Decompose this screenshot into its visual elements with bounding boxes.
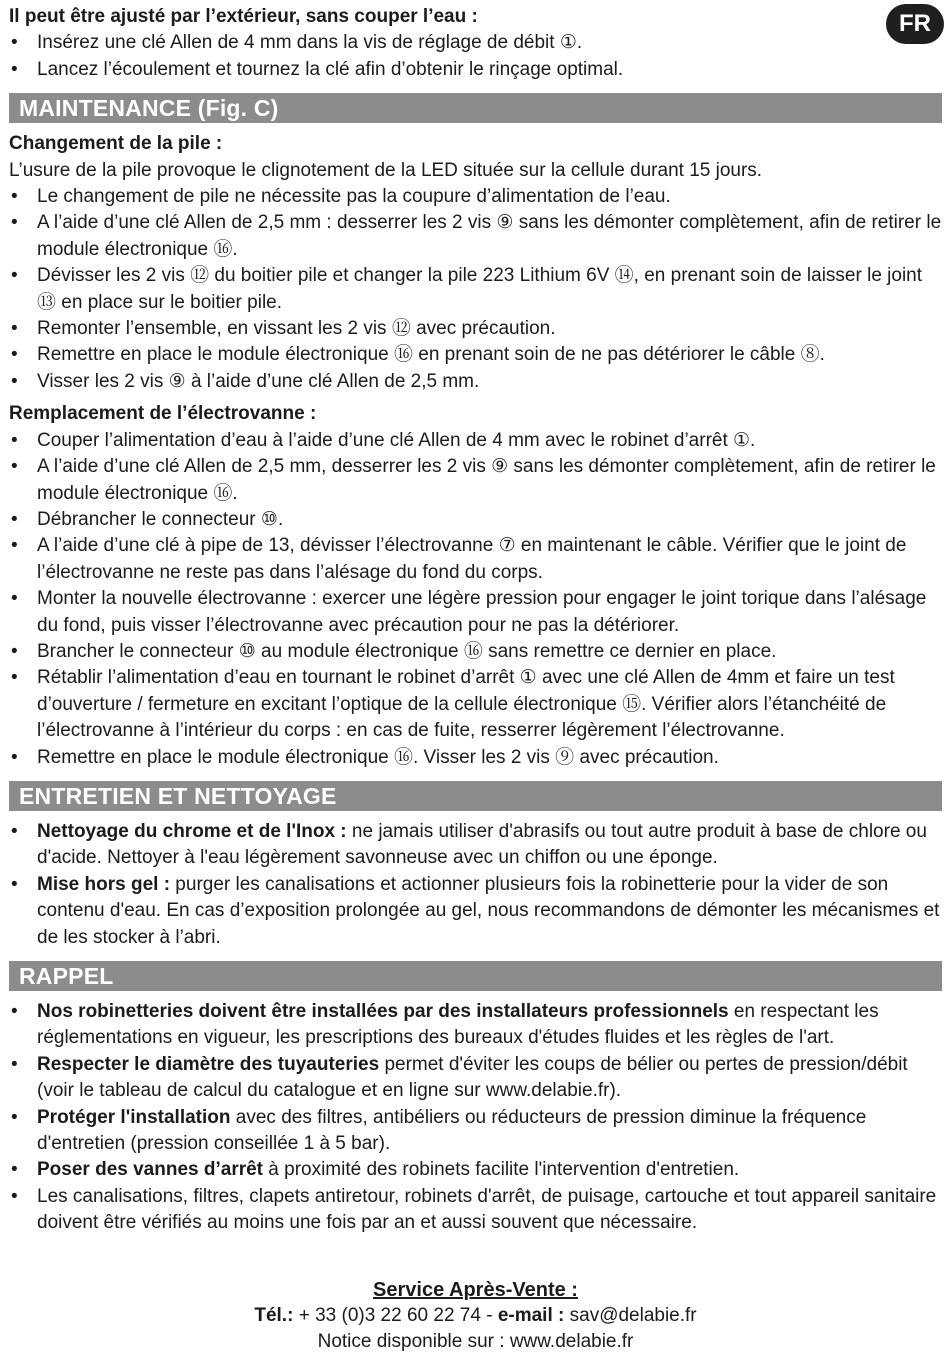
list-item (9, 1105, 942, 1158)
section-title-maintenance: MAINTENANCE (Fig. C) (9, 93, 942, 123)
list-item (9, 1052, 942, 1105)
service-title: Service Après-Vente : (373, 1278, 578, 1301)
list-item: • Remonter l’ensemble, en vissant les 2 vis ⑫ avec précaution. (9, 316, 942, 342)
item-text: avec des filtres, antibéliers ou réducteurs de pression diminue la fréquence d'entretien (pression conseillée 1 à 5 bar). (37, 1106, 867, 1155)
battery-steps-list (9, 184, 942, 395)
list-item: • Rétablir l’alimentation d’eau en tournant le robinet d’arrêt ① avec une clé Allen de 4mm et faire un test d’ouverture / fermeture en excitant l’optique de la cellule électronique ⑮. Vérifier alors l’étanchéité de l’électrovanne à l’intérieur du corps : en cas de fuite, resserrer légèrement l’électrovanne. (9, 665, 942, 744)
list-item (9, 999, 942, 1052)
service-contact (9, 1303, 942, 1329)
list-item (9, 1184, 942, 1237)
item-lead: Nettoyage du chrome et de l'Inox : (37, 820, 347, 842)
notice-availability: Notice disponible sur : www.delabie.fr (317, 1331, 634, 1353)
item-lead: Respecter le diamètre des tuyauteries (37, 1053, 380, 1075)
list-item: • Le changement de pile ne nécessite pas la coupure d’alimentation de l’eau. (9, 184, 942, 210)
list-item: • Dévisser les 2 vis ⑫ du boitier pile et changer la pile 223 Lithium 6V ⑭, en prenant soin de laisser le joint ⑬ en place sur le boitier pile. (9, 263, 942, 316)
list-item: • A l’aide d’une clé Allen de 2,5 mm : desserrer les 2 vis ⑨ sans les démonter complètement, afin de retirer le module électronique ⑯. (9, 210, 942, 263)
list-item: • Lancez l’écoulement et tournez la clé afin d’obtenir le rinçage optimal. (9, 57, 942, 83)
item-lead: Protéger l'installation (37, 1106, 231, 1128)
email-label: e-mail : (497, 1305, 565, 1327)
after-sales-service (9, 1277, 942, 1356)
valve-steps-list (9, 428, 942, 771)
item-lead: Mise hors gel : (37, 873, 171, 895)
tel-number: + 33 (0)3 22 60 22 74 - (293, 1305, 498, 1327)
cleaning-list (9, 819, 942, 951)
language-badge: FR (886, 4, 944, 44)
list-item (9, 872, 942, 951)
list-item (9, 1157, 942, 1183)
intro-heading: Il peut être ajusté par l’extérieur, sans couper l’eau : (9, 6, 478, 27)
item-text: en respectant les réglementations en vigueur, les prescriptions des bureaux d'études fluides et les règles de l'art. (37, 1001, 879, 1049)
list-item: • Remettre en place le module électronique ⑯ en prenant soin de ne pas détériorer le câble ⑧. (9, 342, 942, 368)
item-lead: Poser des vannes d’arrêt (37, 1159, 263, 1181)
list-item: • Monter la nouvelle électrovanne : exercer une légère pression pour engager le joint torique dans l’alésage du fond, puis visser l’électrovanne avec précaution pour ne pas la détériorer. (9, 586, 942, 639)
item-text: à proximité des robinets facilite l'intervention d'entretien. (263, 1159, 740, 1181)
list-item: • Brancher le connecteur ⑩ au module électronique ⑯ sans remettre ce dernier en place. (9, 639, 942, 665)
valve-heading: Remplacement de l’électrovanne : (9, 403, 317, 425)
list-item: • Insérez une clé Allen de 4 mm dans la vis de réglage de débit ①. (9, 30, 942, 56)
list-item: • A l’aide d’une clé Allen de 2,5 mm, desserrer les 2 vis ⑨ sans les démonter complètement, afin de retirer le module électronique ⑯. (9, 454, 942, 507)
list-item: • Couper l’alimentation d’eau à l’aide d’une clé Allen de 4 mm avec le robinet d’arrêt ①. (9, 428, 942, 454)
list-item: • Remettre en place le module électronique ⑯. Visser les 2 vis ⑨ avec précaution. (9, 745, 942, 771)
instruction-page (9, 4, 942, 1356)
list-item (9, 819, 942, 872)
tel-label: Tél.: (254, 1305, 294, 1327)
item-text: purger les canalisations et actionner plusieurs fois la robinetterie pour la vider de son contenu d'eau. En cas d’exposition prolongée au gel, nous recommandons de démonter les mécanismes et de les stocker à l’abri. (37, 873, 940, 948)
battery-intro-text: L’usure de la pile provoque le clignotement de la LED située sur la cellule durant 15 jours. (9, 159, 763, 181)
battery-heading: Changement de la pile : (9, 133, 223, 155)
list-item: • Visser les 2 vis ⑨ à l’aide d’une clé Allen de 2,5 mm. (9, 369, 942, 395)
item-text: ne jamais utiliser d'abrasifs ou tout autre produit à base de chlore ou d'acide. Nettoyer à l'eau légèrement savonneuse avec un chiffon ou une éponge. (37, 820, 927, 869)
reminder-list (9, 999, 942, 1237)
intro-list (9, 30, 942, 83)
section-title-cleaning: ENTRETIEN ET NETTOYAGE (9, 781, 942, 811)
item-text: permet d'éviter les coups de bélier ou pertes de pression/débit (voir le tableau de calcul du catalogue et en ligne sur www.delabie.fr). (37, 1053, 908, 1102)
item-lead: Nos robinetteries doivent être installées par des installateurs professionnels (37, 1001, 729, 1022)
email-address[interactable]: sav@delabie.fr (564, 1305, 697, 1327)
list-item: • Débrancher le connecteur ⑩. (9, 507, 942, 533)
list-item: • A l’aide d’une clé à pipe de 13, dévisser l’électrovanne ⑦ en maintenant le câble. Vérifier que le joint de l’électrovanne ne reste pas dans l’alésage du fond du corps. (9, 533, 942, 586)
item-text: Les canalisations, filtres, clapets antiretour, robinets d'arrêt, de puisage, cartouche et tout appareil sanitaire doivent être vérifiés au moins une fois par an et aussi souvent que nécessaire. (37, 1185, 937, 1234)
section-title-reminder: RAPPEL (9, 961, 942, 991)
